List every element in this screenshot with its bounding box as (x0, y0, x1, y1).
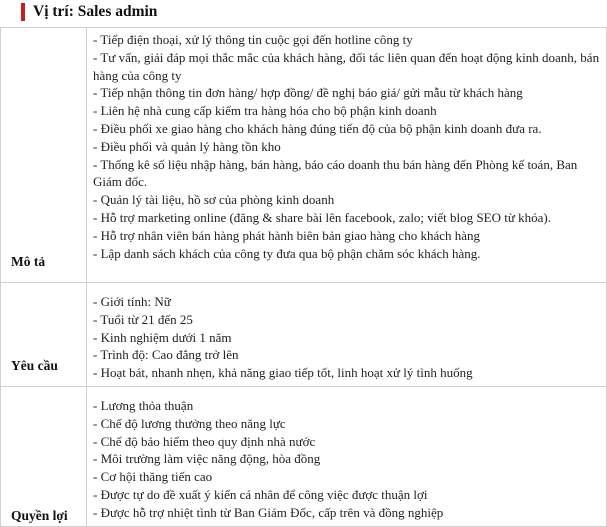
row-content-cell (87, 283, 607, 387)
list-item: - Môi trường làm việc năng động, hòa đồng (93, 451, 321, 467)
row-content-cell (87, 28, 607, 283)
table-row-mota (1, 28, 607, 283)
list-item: - Quản lý tài liệu, hồ sơ của phòng kinh doanh (93, 192, 335, 208)
list-item: - Giới tính: Nữ (93, 294, 171, 309)
list-item: - Điều phối xe giao hàng cho khách hàng đúng tiến độ của bộ phận kinh doanh đưa ra. (93, 120, 542, 136)
list-item: - Được tự do đề xuất ý kiến cá nhân để công việc được thuận lợi (93, 486, 428, 502)
list-item: - Thống kê số liệu nhập hàng, bán hàng, báo cáo doanh thu bán hàng đến Phòng kế toán, Ban Giám đốc. (93, 156, 578, 190)
list-item: - Tiếp nhận thông tin đơn hàng/ hợp đồng/ đề nghị báo giá/ gửi mẫu từ khách hàng (93, 85, 523, 101)
list-item: - Liên hệ nhà cung cấp kiểm tra hàng hóa cho bộ phận kinh doanh (93, 103, 437, 119)
list-item: - Lương thỏa thuận (93, 397, 194, 413)
list-item: - Tư vấn, giải đáp mọi thắc mắc của khách hàng, đối tác liên quan đến hoạt động kinh doanh, bán hàng của công ty (93, 49, 600, 83)
section-header (0, 0, 607, 24)
list-item: - Lập danh sách khách của công ty đưa qua bộ phận chăm sóc khách hàng. (93, 245, 481, 261)
title-accent-bar (21, 3, 25, 21)
list-item: - Cơ hội thăng tiến cao (93, 469, 213, 485)
table-row-quyenloi (1, 386, 607, 526)
list-item: - Chế độ bảo hiểm theo quy định nhà nước (93, 433, 316, 449)
list-item: - Hỗ trợ nhân viên bán hàng phát hành biên bản giao hàng cho khách hàng (93, 227, 481, 243)
list-item: - Hoạt bát, nhanh nhẹn, khả năng giao tiếp tốt, linh hoạt xử lý tình huống (93, 365, 473, 381)
list-item: - Trình độ: Cao đẳng trở lên (93, 347, 239, 363)
row-label-yeucau: Yêu cầu (11, 357, 58, 373)
list-item: - Hỗ trợ marketing online (đăng & share bài lên facebook, zalo; viết blog SEO từ khóa). (93, 209, 551, 225)
list-item: - Kinh nghiệm dưới 1 năm (93, 329, 232, 345)
quyenloi-list (87, 387, 606, 526)
position-title: Vị trí: Sales admin (33, 3, 158, 20)
table-row-yeucau (1, 283, 607, 387)
job-description-table (0, 27, 607, 527)
row-label-mota: Mô tả (11, 254, 46, 269)
row-content-cell (87, 386, 607, 526)
row-label-cell (1, 283, 87, 387)
list-item: - Được hỗ trợ nhiệt tình từ Ban Giám Đốc, cấp trên và đồng nghiệp (93, 504, 444, 520)
row-label-cell (1, 386, 87, 526)
list-item: - Chế độ lương thưởng theo năng lực (93, 415, 286, 431)
list-item: - Tiếp điện thoại, xử lý thông tin cuộc gọi đến hotline công ty (93, 32, 413, 47)
list-item: - Tuổi từ 21 đến 25 (93, 311, 193, 327)
row-label-cell (1, 28, 87, 283)
mota-list (87, 28, 606, 266)
yeucau-list (87, 283, 606, 386)
list-item: - Điều phối và quản lý hàng tồn kho (93, 138, 281, 154)
row-label-quyenloi: Quyền lợi (11, 507, 68, 523)
